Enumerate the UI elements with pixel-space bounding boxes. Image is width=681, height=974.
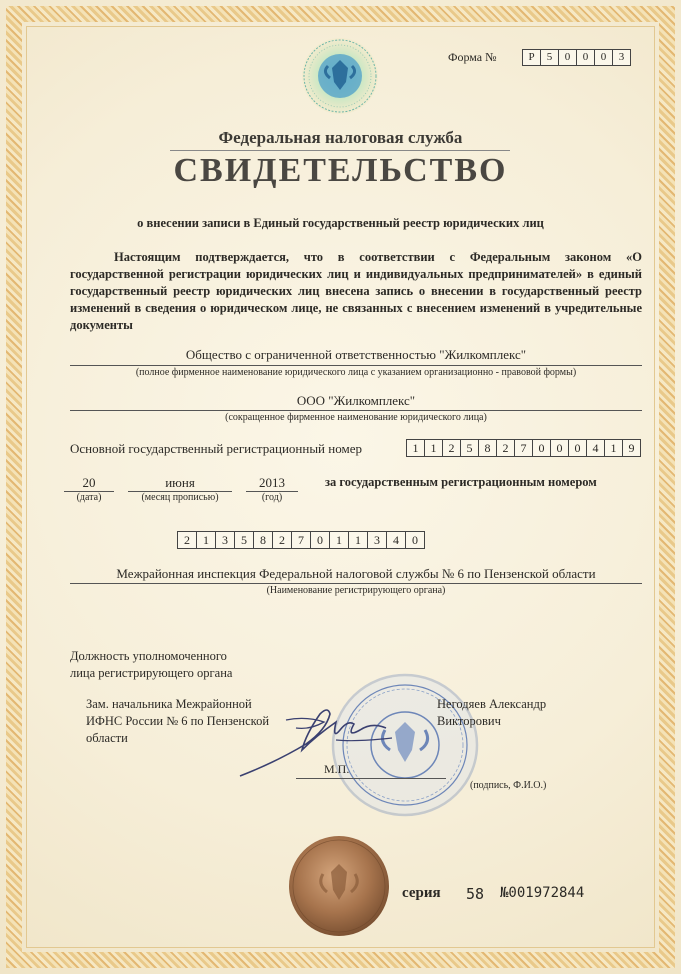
form-cell: 0 bbox=[558, 49, 577, 66]
ogrn-label: Основной государственный регистрационный номер bbox=[70, 441, 362, 456]
signatory-role-line: лица регистрирующего органа bbox=[70, 666, 233, 680]
reg-cell: 0 bbox=[405, 531, 425, 549]
form-cell: Р bbox=[522, 49, 541, 66]
ogrn-cell: 1 bbox=[406, 439, 425, 457]
reg-cell: 7 bbox=[291, 531, 311, 549]
signatory-name-line: Викторович bbox=[437, 714, 501, 728]
ogrn-cell: 1 bbox=[604, 439, 623, 457]
full-name-line bbox=[70, 365, 642, 366]
form-cell: 0 bbox=[576, 49, 595, 66]
signature-line bbox=[296, 778, 446, 779]
seal-place-label: М.П. bbox=[324, 762, 350, 776]
reg-cell: 2 bbox=[177, 531, 197, 549]
reg-cell: 1 bbox=[348, 531, 368, 549]
reg-cell: 1 bbox=[196, 531, 216, 549]
form-number-cells bbox=[523, 49, 631, 66]
document-title: СВИДЕТЕЛЬСТВО bbox=[173, 152, 508, 189]
serial-number: №001972844 bbox=[500, 885, 585, 901]
reg-cell: 0 bbox=[310, 531, 330, 549]
ogrn-cell: 7 bbox=[514, 439, 533, 457]
date-day-caption: (дата) bbox=[76, 492, 102, 503]
date-day: 20 bbox=[82, 475, 96, 490]
ogrn-cell: 9 bbox=[622, 439, 641, 457]
ogrn-cell: 4 bbox=[586, 439, 605, 457]
signatory-name-line: Негодяев Александр bbox=[437, 697, 547, 711]
handwritten-signature-icon bbox=[236, 700, 396, 782]
form-label: Форма № bbox=[448, 50, 497, 64]
date-month-caption: (месяц прописью) bbox=[141, 492, 219, 503]
agency-name: Федеральная налоговая служба bbox=[218, 128, 463, 147]
reg-cell: 4 bbox=[386, 531, 406, 549]
ogrn-cell: 2 bbox=[442, 439, 461, 457]
embossed-seal-icon bbox=[287, 834, 391, 938]
ogrn-cell: 5 bbox=[460, 439, 479, 457]
full-name-caption: (полное фирменное наименование юридического лица с указанием организационно - правовой формы) bbox=[135, 367, 577, 378]
ogrn-cell: 0 bbox=[568, 439, 587, 457]
registration-number-label: за государственным регистрационным номером bbox=[325, 475, 597, 489]
authority-value: Межрайонная инспекция Федеральной налоговой службы № 6 по Пензенской области bbox=[116, 566, 596, 581]
form-cell: 3 bbox=[612, 49, 631, 66]
date-year-caption: (год) bbox=[261, 492, 283, 503]
reg-cell: 2 bbox=[272, 531, 292, 549]
confirmation-text: Настоящим подтверждается, что в соответствии с Федеральным законом «О государственной регистрации юридических лиц и индивидуальных предпринимателей» в единый государственный реестр юридических лиц внесена запись о внесении в государственный реестр изменений в сведения о юридическом лице, не связанных с внесением изменений в учредительные документы bbox=[70, 250, 642, 332]
short-name-value: ООО "Жилкомплекс" bbox=[296, 393, 416, 408]
form-cell: 5 bbox=[540, 49, 559, 66]
full-name-value: Общество с ограниченной ответственностью "Жилкомплекс" bbox=[185, 347, 527, 362]
short-name-caption: (сокращенное фирменное наименование юридического лица) bbox=[225, 412, 487, 423]
ogrn-cell: 0 bbox=[550, 439, 569, 457]
signatory-role bbox=[70, 648, 232, 682]
short-name-line bbox=[70, 410, 642, 411]
authority-line bbox=[70, 583, 642, 584]
form-cell: 0 bbox=[594, 49, 613, 66]
signatory-position-line: Зам. начальника Межрайонной bbox=[86, 697, 252, 711]
hologram-emblem-icon bbox=[300, 36, 380, 116]
series-label: серия bbox=[402, 885, 441, 901]
signatory-role-line: Должность уполномоченного bbox=[70, 649, 227, 663]
signatory-name bbox=[437, 696, 546, 730]
reg-cell: 3 bbox=[367, 531, 387, 549]
ogrn-cells bbox=[407, 439, 641, 457]
ogrn-cell: 0 bbox=[532, 439, 551, 457]
signatory-position-line: ИФНС России № 6 по Пензенской bbox=[86, 714, 270, 728]
ogrn-cell: 8 bbox=[478, 439, 497, 457]
reg-cell: 8 bbox=[253, 531, 273, 549]
signature-caption: (подпись, Ф.И.О.) bbox=[470, 780, 547, 791]
signatory-position-line: области bbox=[86, 731, 128, 745]
ogrn-cell: 1 bbox=[424, 439, 443, 457]
date-year: 2013 bbox=[259, 475, 285, 490]
registration-number-cells bbox=[178, 531, 425, 549]
agency-divider bbox=[170, 150, 510, 151]
series-number: 58 bbox=[466, 885, 485, 903]
ogrn-cell: 2 bbox=[496, 439, 515, 457]
authority-caption: (Наименование регистрирующего органа) bbox=[266, 585, 446, 596]
reg-cell: 5 bbox=[234, 531, 254, 549]
reg-cell: 3 bbox=[215, 531, 235, 549]
reg-cell: 1 bbox=[329, 531, 349, 549]
document-subtitle: о внесении записи в Единый государственный реестр юридических лиц bbox=[137, 216, 544, 230]
date-month: июня bbox=[165, 475, 195, 490]
